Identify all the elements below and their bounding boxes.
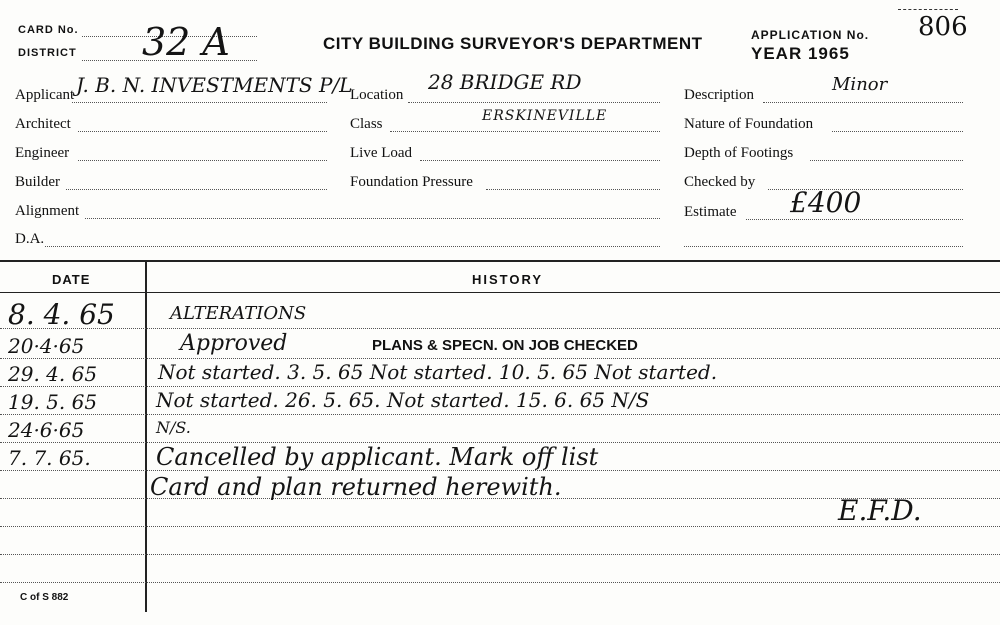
history-entry: Not started. 26. 5. 65. Not started. 15. 6. 65 N/S — [156, 388, 650, 412]
description-label: Description — [684, 87, 754, 103]
history-header: HISTORY — [472, 272, 544, 287]
history-date: 20·4·65 — [8, 334, 85, 358]
engineer-label: Engineer — [15, 145, 70, 161]
builder-line — [66, 189, 327, 190]
application-no-value: 806 — [918, 12, 968, 42]
history-row-line — [0, 554, 1000, 555]
class-value: ERSKINEVILLE — [482, 108, 608, 124]
live-load-label: Live Load — [350, 145, 413, 161]
description-line — [763, 102, 963, 103]
department-title: CITY BUILDING SURVEYOR'S DEPARTMENT — [323, 34, 703, 53]
history-entry: N/S. — [156, 418, 191, 437]
history-row-line — [0, 328, 1000, 329]
depth-of-footings-label: Depth of Footings — [684, 145, 794, 161]
district-label: DISTRICT — [18, 47, 77, 59]
depth-of-footings-line — [810, 160, 963, 161]
estimate-label: Estimate — [684, 204, 737, 220]
location-label: Location — [350, 87, 404, 103]
history-date: 8. 4. 65 — [8, 298, 115, 331]
application-no-rule — [898, 9, 958, 11]
da-label: D.A. — [15, 231, 45, 247]
table-top-rule — [0, 260, 1000, 262]
nature-of-foundation-label: Nature of Foundation — [684, 116, 814, 132]
application-no-label: APPLICATION No. — [751, 28, 870, 42]
history-date: 7. 7. 65. — [8, 446, 91, 470]
architect-label: Architect — [15, 116, 71, 132]
foundation-pressure-line — [486, 189, 660, 190]
location-value: 28 BRIDGE RD — [428, 70, 582, 94]
year-label: YEAR 1965 — [751, 44, 850, 63]
history-row-line — [0, 414, 1000, 415]
checked-by-label: Checked by — [684, 174, 756, 190]
location-line — [408, 102, 660, 103]
alignment-line — [85, 218, 660, 219]
card-no-value: 32 A — [142, 20, 230, 64]
applicant-value: J. B. N. INVESTMENTS P/L — [76, 73, 353, 97]
table-header-rule — [0, 292, 1000, 293]
signature: E.F.D. — [838, 494, 922, 527]
history-entry: Not started. 3. 5. 65 Not started. 10. 5. 65 Not started. — [158, 360, 718, 384]
nature-of-foundation-line — [832, 131, 963, 132]
history-entry: Approved — [180, 331, 288, 356]
foundation-pressure-label: Foundation Pressure — [350, 174, 473, 190]
history-row-line — [0, 386, 1000, 387]
history-date: 29. 4. 65 — [8, 362, 98, 386]
description-value: Minor — [832, 74, 888, 95]
applicant-label: Applicant — [15, 87, 75, 103]
blank-right-line — [684, 246, 963, 247]
builder-label: Builder — [15, 174, 60, 190]
class-label: Class — [350, 116, 383, 132]
da-line — [45, 246, 660, 247]
live-load-line — [420, 160, 660, 161]
estimate-line — [746, 219, 963, 220]
date-column-divider — [145, 262, 147, 612]
architect-line — [78, 131, 327, 132]
card-no-label: CARD No. — [18, 24, 79, 36]
history-entry: Card and plan returned herewith. — [150, 473, 562, 501]
class-line — [390, 131, 660, 132]
history-date: 19. 5. 65 — [8, 390, 98, 414]
plans-checked-stamp: PLANS & SPECN. ON JOB CHECKED — [372, 337, 638, 354]
history-date: 24·6·65 — [8, 418, 85, 442]
history-entry: Cancelled by applicant. Mark off list — [156, 443, 599, 471]
history-entry: ALTERATIONS — [170, 303, 307, 324]
estimate-value: £400 — [790, 186, 862, 219]
history-row-line — [0, 358, 1000, 359]
history-row-line — [0, 582, 1000, 583]
form-code: C of S 882 — [20, 592, 69, 603]
applicant-line — [72, 102, 327, 103]
date-header: DATE — [52, 272, 91, 287]
engineer-line — [78, 160, 327, 161]
alignment-label: Alignment — [15, 203, 80, 219]
